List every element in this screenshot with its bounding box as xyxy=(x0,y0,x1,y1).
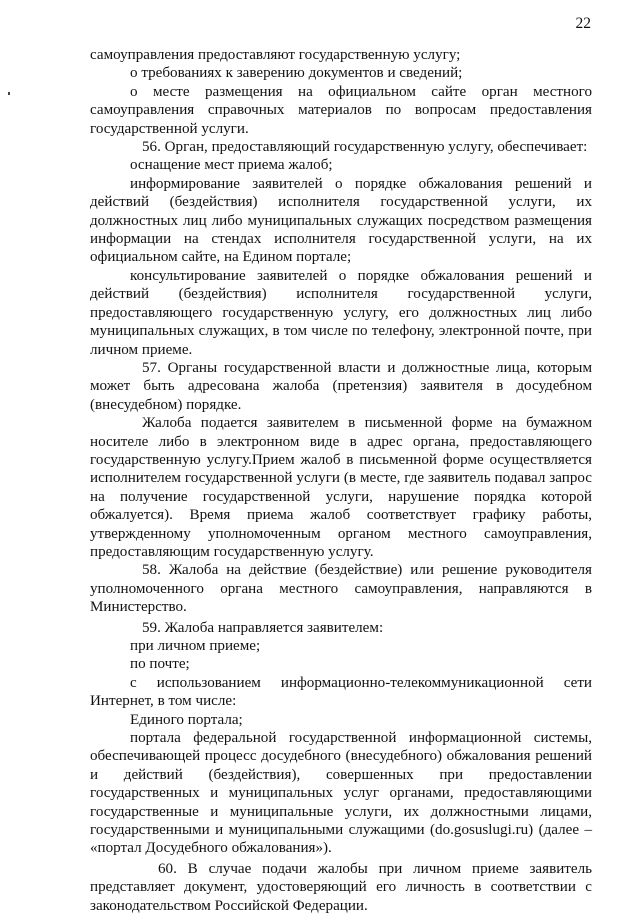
page-number: 22 xyxy=(575,15,591,32)
scan-mark xyxy=(8,92,10,95)
paragraph: 60. В случае подачи жалобы при личном приеме заявитель представляет документ, удостоверяющий его личность в соответствии с законодательством Российской Федерации. xyxy=(90,860,592,914)
paragraph: информирование заявителей о порядке обжалования решений и действий (бездействия) исполнителя государственной услуги, их должностных лиц либо муниципальных служащих посредством размещения информации на стендах исполнителя государственной услуги, на их официальном сайте, на Едином портале; xyxy=(90,175,592,266)
paragraph: 58. Жалоба на действие (бездействие) или решение руководителя уполномоченного органа местного самоуправления, направляются в Министерство. xyxy=(90,562,592,616)
paragraph: о требованиях к заверению документов и сведений; xyxy=(130,65,463,82)
paragraph: консультирование заявителей о порядке обжалования решений и действий (бездействия) исполнителя государственной услуги, предоставляющего государственную услугу, его должностных лиц либо муниципальных служащих, в том числе по телефону, электронной почте, при личном приеме. xyxy=(90,267,592,358)
paragraph: о месте размещения на официальном сайте орган местного самоуправления справочных материалов по вопросам предоставления государственной услуги. xyxy=(90,83,592,137)
paragraph: при личном приеме; xyxy=(130,638,261,654)
paragraph: портала федеральной государственной информационной системы, обеспечивающей процесс досудебного (внесудебного) обжалования решений и действий (бездействия), совершенных при предоставлении государственных и муниципальных услуг органами, предоставляющими государственные и муниципальные услуги, их должностными лицами, государственными и муниципальными служащими (do.gosuslugi.ru) (далее – «портал Досудебного обжалования»). xyxy=(90,730,592,857)
paragraph: самоуправления предоставляют государственную услугу; xyxy=(90,47,461,63)
paragraph: с использованием информационно-телекоммуникационной сети Интернет, в том числе: xyxy=(90,674,592,710)
document-body xyxy=(90,46,592,915)
paragraph: 56. Орган, предоставляющий государственную услугу, обеспечивает: xyxy=(142,139,588,156)
paragraph: Единого портала; xyxy=(130,711,243,728)
paragraph: 57. Органы государственной власти и должностные лица, которым может быть адресована жалоба (претензия) заявителя в досудебном (внесудебном) порядке. xyxy=(90,359,592,413)
paragraph: Жалоба подается заявителем в письменной форме на бумажном носителе либо в электронном виде в адрес органа, предоставляющего государственную услугу.Прием жалоб в письменной форме осуществляется исполнителем государственной услуги (в месте, где заявитель подавал запрос на получение государственной услуги, нарушение порядка которой обжалуется). Время приема жалоб соответствует графику работы, утвержденному уполномоченным органом местного самоуправления, предоставляющим государственную услугу. xyxy=(90,415,592,560)
paragraph: по почте; xyxy=(130,656,190,673)
paragraph: 59. Жалоба направляется заявителем: xyxy=(142,619,384,636)
paragraph: оснащение мест приема жалоб; xyxy=(130,157,333,174)
